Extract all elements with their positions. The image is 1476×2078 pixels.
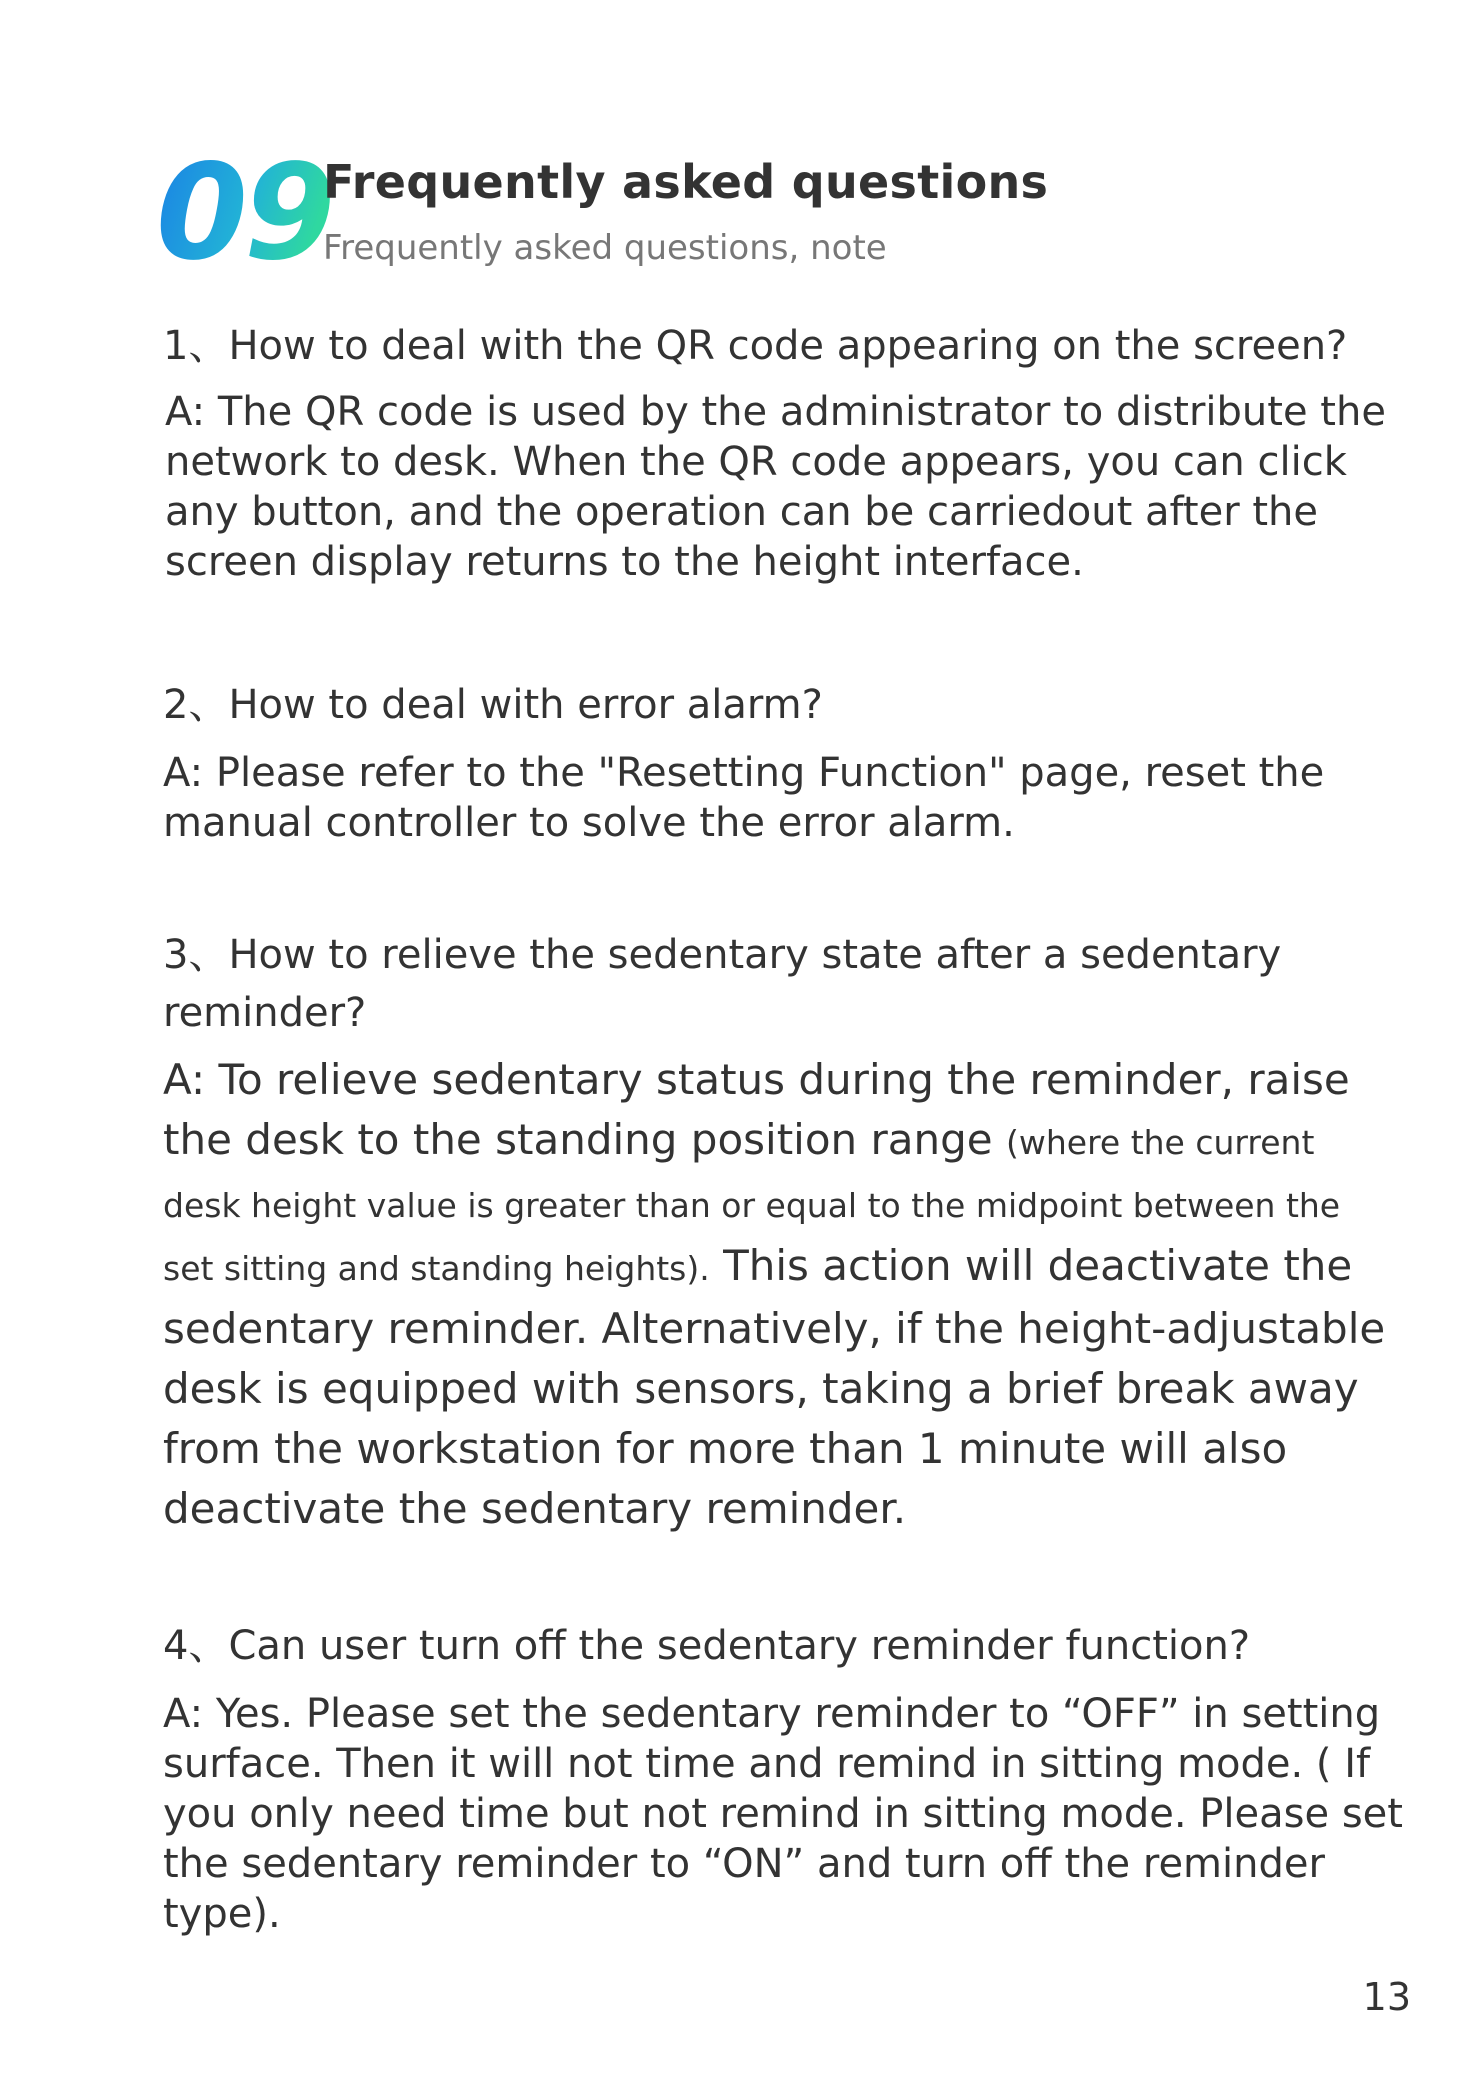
- faq-answer-3-text: A: To relieve sedentary status during the reminder, raise the desk to the standing position range: [163, 1055, 1350, 1164]
- page-subtitle: Frequently asked questions, note: [323, 228, 887, 268]
- faq-answer-3-note: (where the current desk height value is greater than or equal to the midpoint between the set sitting and standing heights).: [163, 1123, 1341, 1288]
- page-number: 13: [1362, 1975, 1411, 2019]
- faq-question-4: 4、Can user turn off the sedentary reminder function?: [163, 1623, 1251, 1669]
- faq-answer-2: A: Please refer to the "Resetting Function" page, reset the manual controller to solve the error alarm.: [163, 750, 1325, 846]
- faq-answer-1: A: The QR code is used by the administrator to distribute the network to desk. When the QR code appears, you can click any button, and the operation can be carriedout after the screen display returns to the height interface.: [165, 389, 1386, 585]
- faq-answer-3: [163, 1050, 1393, 1539]
- section-number-badge: [156, 136, 332, 290]
- section-number: 09: [156, 136, 332, 290]
- faq-answer-4: A: Yes. Please set the sedentary reminder to “OFF” in setting surface. Then it will not time and remind in sitting mode. ( If you only need time but not remind in sitting mode. Please set the sedentary reminder to “ON” and turn off the reminder type).: [163, 1691, 1403, 1937]
- page-title: Frequently asked questions: [323, 155, 1049, 209]
- faq-question-2: 2、How to deal with error alarm?: [163, 682, 823, 728]
- faq-question-1: 1、How to deal with the QR code appearing on the screen?: [163, 323, 1348, 369]
- faq-question-3: 3、How to relieve the sedentary state after a sedentary reminder?: [163, 932, 1282, 1036]
- faq-answer-3-text-cont: This action will deactivate the sedentary reminder. Alternatively, if the height-adjustable desk is equipped with sensors, taking a brief break away from the workstation for more than 1 minute will also deactivate the sedentary reminder.: [163, 1241, 1386, 1533]
